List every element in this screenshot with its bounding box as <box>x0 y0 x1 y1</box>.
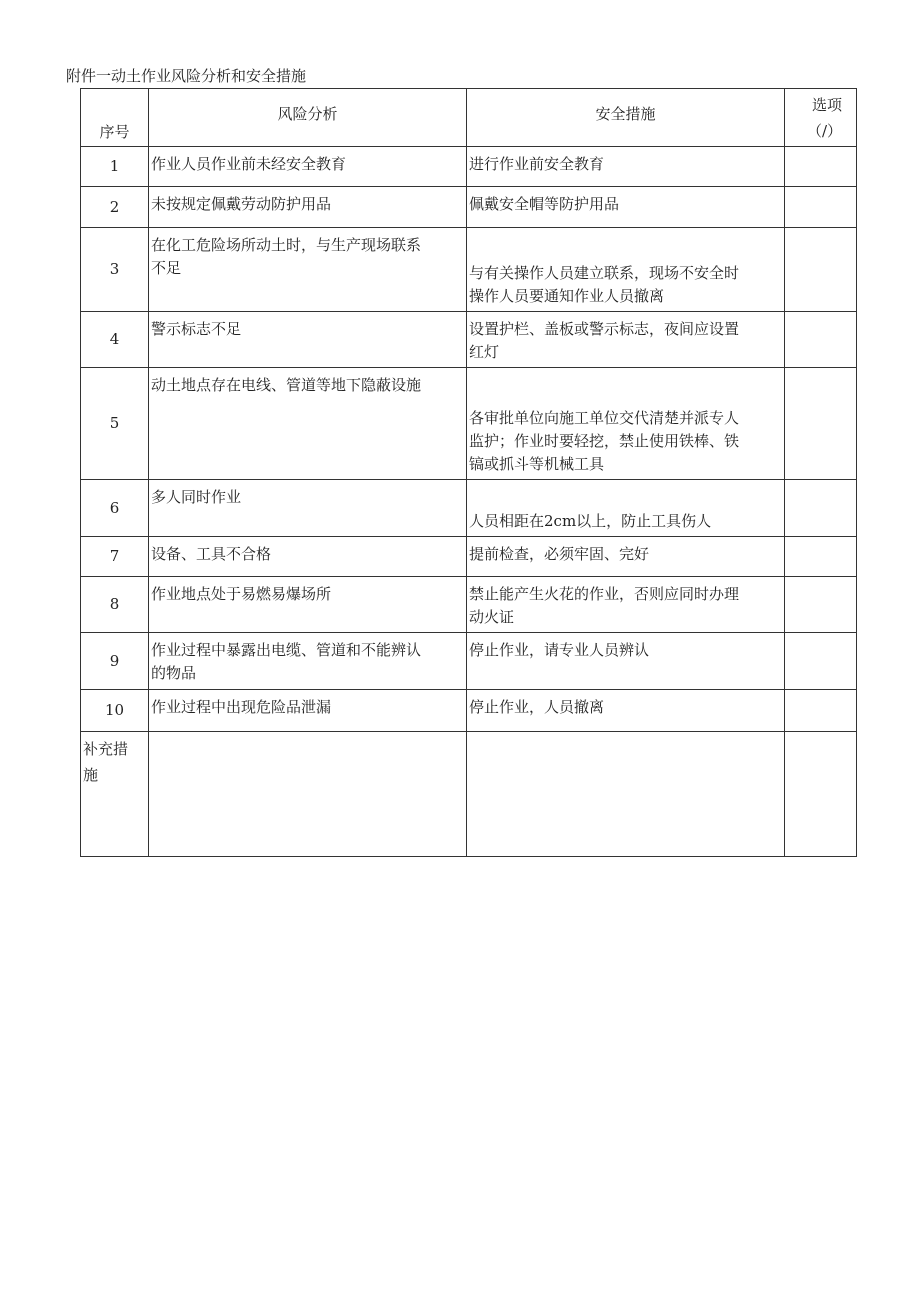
risk-analysis-cell <box>149 187 467 228</box>
document-title: 附件一动土作业风险分析和安全措施 <box>66 67 307 85</box>
supplement-row <box>81 732 857 857</box>
risk-text: 作业过程中出现危险品泄漏 <box>151 698 332 716</box>
supplement-measure-cell[interactable] <box>467 732 785 857</box>
safety-measure-cell <box>467 187 785 228</box>
option-check-cell[interactable] <box>785 633 857 690</box>
option-check-cell[interactable] <box>785 312 857 368</box>
risk-text: 未按规定佩戴劳动防护用品 <box>151 195 332 213</box>
measure-text: 镐或抓斗等机械工具 <box>469 455 605 473</box>
risk-analysis-cell <box>149 368 467 480</box>
measure-text: 禁止能产生火花的作业，否则应同时办理 <box>469 585 740 603</box>
risk-analysis-cell <box>149 480 467 537</box>
risk-analysis-cell <box>149 312 467 368</box>
risk-text: 作业地点处于易燃易爆场所 <box>151 585 332 603</box>
table-row <box>81 147 857 187</box>
row-number: 3 <box>81 228 149 312</box>
table-row <box>81 312 857 368</box>
risk-analysis-cell <box>149 690 467 732</box>
supplement-risk-cell[interactable] <box>149 732 467 857</box>
risk-analysis-cell <box>149 147 467 187</box>
measure-text: 进行作业前安全教育 <box>469 155 605 173</box>
table-row <box>81 577 857 633</box>
risk-analysis-table <box>80 88 857 857</box>
row-number: 10 <box>81 690 149 732</box>
row-number: 2 <box>81 187 149 228</box>
measure-text: 停止作业，请专业人员辨认 <box>469 641 650 659</box>
option-check-cell[interactable] <box>785 537 857 577</box>
risk-text: 多人同时作业 <box>151 488 242 506</box>
risk-text: 设备、工具不合格 <box>151 545 272 563</box>
header-option-mark: （/） <box>806 121 842 140</box>
header-option-label: 选项 <box>811 95 842 114</box>
measure-text: 红灯 <box>469 343 500 361</box>
table-row <box>81 368 857 480</box>
row-number: 9 <box>81 633 149 690</box>
risk-text: 动土地点存在电线、管道等地下隐蔽设施 <box>151 376 422 394</box>
table-row <box>81 633 857 690</box>
supplement-label <box>81 732 149 857</box>
table-row <box>81 480 857 537</box>
measure-text: 佩戴安全帽等防护用品 <box>469 195 620 213</box>
measure-text: 操作人员要通知作业人员撤离 <box>469 287 665 305</box>
row-number: 7 <box>81 537 149 577</box>
header-risk-analysis: 风险分析 <box>149 89 467 147</box>
risk-analysis-cell <box>149 633 467 690</box>
header-option <box>785 89 857 147</box>
option-check-cell[interactable] <box>785 480 857 537</box>
safety-measure-cell <box>467 228 785 312</box>
option-check-cell[interactable] <box>785 147 857 187</box>
risk-analysis-cell <box>149 228 467 312</box>
safety-measure-cell <box>467 690 785 732</box>
measure-text: 监护；作业时要轻挖，禁止使用铁棒、铁 <box>469 432 740 450</box>
safety-measure-cell <box>467 147 785 187</box>
table-row <box>81 228 857 312</box>
safety-measure-cell <box>467 480 785 537</box>
row-number: 6 <box>81 480 149 537</box>
option-check-cell[interactable] <box>785 368 857 480</box>
table-row <box>81 690 857 732</box>
row-number: 4 <box>81 312 149 368</box>
risk-text: 在化工危险场所动土时，与生产现场联系 <box>151 236 422 254</box>
safety-measure-cell <box>467 577 785 633</box>
safety-measure-cell <box>467 312 785 368</box>
risk-analysis-cell <box>149 577 467 633</box>
row-number: 5 <box>81 368 149 480</box>
risk-analysis-cell <box>149 537 467 577</box>
header-serial-number: 序号 <box>81 89 149 147</box>
risk-text: 作业过程中暴露出电缆、管道和不能辨认 <box>151 641 422 659</box>
risk-text: 警示标志不足 <box>151 320 242 338</box>
measure-text: 提前检查，必须牢固、完好 <box>469 545 650 563</box>
safety-measure-cell <box>467 368 785 480</box>
row-number: 8 <box>81 577 149 633</box>
option-check-cell[interactable] <box>785 577 857 633</box>
table-row <box>81 187 857 228</box>
table-row <box>81 537 857 577</box>
measure-text: 设置护栏、盖板或警示标志，夜间应设置 <box>469 320 740 338</box>
supplement-label-line: 施 <box>83 766 99 784</box>
measure-text: 动火证 <box>469 608 515 626</box>
risk-text: 的物品 <box>151 664 197 682</box>
option-check-cell[interactable] <box>785 187 857 228</box>
risk-text: 作业人员作业前未经安全教育 <box>151 155 347 173</box>
row-number: 1 <box>81 147 149 187</box>
risk-text: 不足 <box>151 259 182 277</box>
measure-text: 人员相距在2cm以上，防止工具伤人 <box>469 512 712 530</box>
measure-text: 停止作业，人员撤离 <box>469 698 605 716</box>
supplement-label-line: 补充措 <box>83 740 129 758</box>
supplement-option-cell[interactable] <box>785 732 857 857</box>
header-safety-measures: 安全措施 <box>467 89 785 147</box>
safety-measure-cell <box>467 537 785 577</box>
safety-measure-cell <box>467 633 785 690</box>
option-check-cell[interactable] <box>785 228 857 312</box>
option-check-cell[interactable] <box>785 690 857 732</box>
measure-text: 各审批单位向施工单位交代清楚并派专人 <box>469 409 740 427</box>
table-header-row <box>81 89 857 147</box>
measure-text: 与有关操作人员建立联系，现场不安全时 <box>469 264 740 282</box>
